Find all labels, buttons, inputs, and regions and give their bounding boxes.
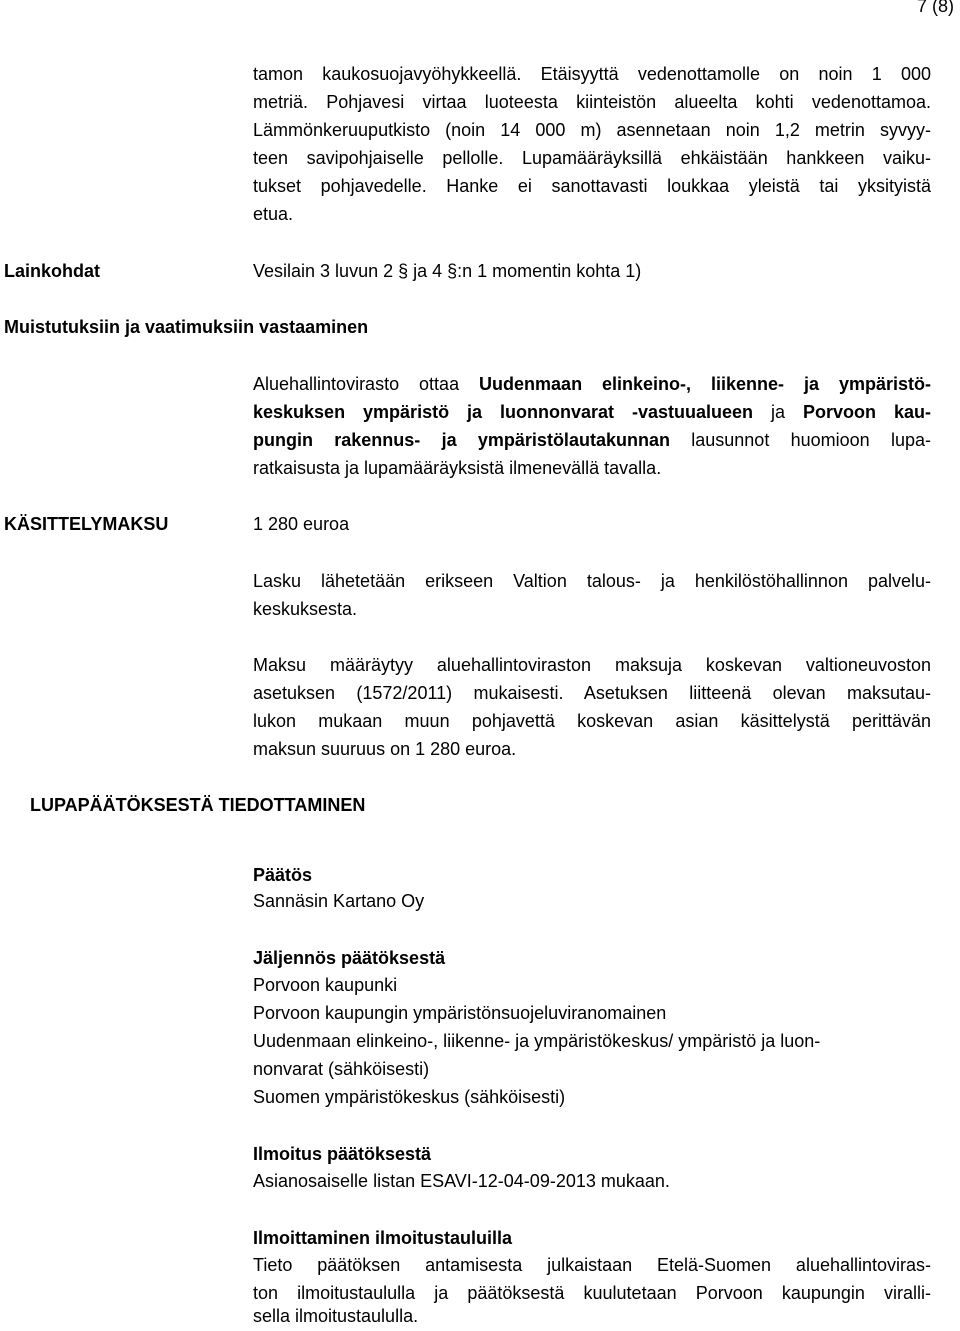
lainkohdat-label: Lainkohdat (4, 261, 101, 281)
text-line: lukon mukaan muun pohjavettä koskevan asian käsittelystä perittävän (253, 711, 931, 731)
muistutukset-heading: Muistutuksiin ja vaatimuksiin vastaaminen (4, 317, 369, 337)
authority-name: Porvoon kau- (803, 402, 932, 422)
text-line: Tieto päätöksen antamisesta julkaistaan Etelä-Suomen aluehallintoviras- (253, 1255, 931, 1275)
kasittelymaksu-label: KÄSITTELYMAKSU (4, 514, 169, 534)
text-line: Maksu määräytyy aluehallintoviraston maksuja koskevan valtioneuvoston (253, 655, 931, 675)
lainkohdat-text: Vesilain 3 luvun 2 § ja 4 §:n 1 momentin kohta 1) (253, 261, 642, 281)
text-line: ratkaisusta ja lupamääräyksistä ilmenevällä tavalla. (253, 458, 662, 478)
paatos-recipient: Sannäsin Kartano Oy (253, 891, 425, 911)
ilmoitus-text: Asianosaiselle listan ESAVI-12-04-09-2013 mukaan. (253, 1171, 670, 1191)
text-line: tamon kaukosuojavyöhykkeellä. Etäisyyttä vedenottamolle on noin 1 000 (253, 64, 931, 84)
text-line: maksun suuruus on 1 280 euroa. (253, 739, 517, 759)
text-line: asetuksen (1572/2011) mukaisesti. Asetuksen liitteenä olevan maksutau- (253, 683, 931, 703)
authority-name: Uudenmaan elinkeino-, liikenne- ja ympäristö- (479, 374, 931, 394)
text-line: Lämmönkeruuputkisto (noin 14 000 m) asennetaan noin 1,2 metrin syvyy- (253, 120, 931, 140)
text-line: tukset pohjavedelle. Hanke ei sanottavasti loukkaa yleistä tai yksityistä (253, 176, 931, 196)
text-line: metriä. Pohjavesi virtaa luoteesta kiinteistön alueelta kohti vedenottamoa. (253, 92, 931, 112)
page-number: 7 (8) (916, 0, 954, 16)
text-line (253, 370, 931, 398)
text-line: sella ilmoitustaululla. (253, 1306, 419, 1326)
list-item: Suomen ympäristökeskus (sähköisesti) (253, 1087, 566, 1107)
fee-amount: 1 280 euroa (253, 514, 350, 534)
text-line: ton ilmoitustaululla ja päätöksestä kuulutetaan Porvoon kaupungin viralli- (253, 1283, 931, 1303)
list-item: Uudenmaan elinkeino-, liikenne- ja ympäristökeskus/ ympäristö ja luon- (253, 1031, 821, 1051)
text-line: etua. (253, 204, 294, 224)
authority-name: pungin rakennus- ja ympäristölautakunnan (253, 430, 670, 450)
authority-name: keskuksen ympäristö ja luonnonvarat -vastuualueen (253, 402, 754, 422)
text-span: ja (753, 402, 804, 422)
text-span: lausunnot huomioon lupa- (669, 430, 931, 450)
ilmoitus-label: Ilmoitus päätöksestä (253, 1144, 432, 1164)
text-line: teen savipohjaiselle pellolle. Lupamääräyksillä ehkäistään hankkeen vaiku- (253, 148, 931, 168)
ilmoittaminen-label: Ilmoittaminen ilmoitustauluilla (253, 1228, 513, 1248)
list-item: nonvarat (sähköisesti) (253, 1059, 430, 1079)
list-item: Porvoon kaupungin ympäristönsuojeluviranomainen (253, 1003, 667, 1023)
text-line (253, 426, 931, 454)
tiedottaminen-heading: LUPAPÄÄTÖKSESTÄ TIEDOTTAMINEN (30, 795, 366, 815)
text-line: keskuksesta. (253, 599, 358, 619)
text-line (253, 398, 931, 426)
text-span: Aluehallintovirasto ottaa (253, 374, 480, 394)
paatos-label: Päätös (253, 865, 313, 885)
jaljennos-label: Jäljennös päätöksestä (253, 948, 446, 968)
text-line: Lasku lähetetään erikseen Valtion talous- ja henkilöstöhallinnon palvelu- (253, 571, 931, 591)
list-item: Porvoon kaupunki (253, 975, 398, 995)
